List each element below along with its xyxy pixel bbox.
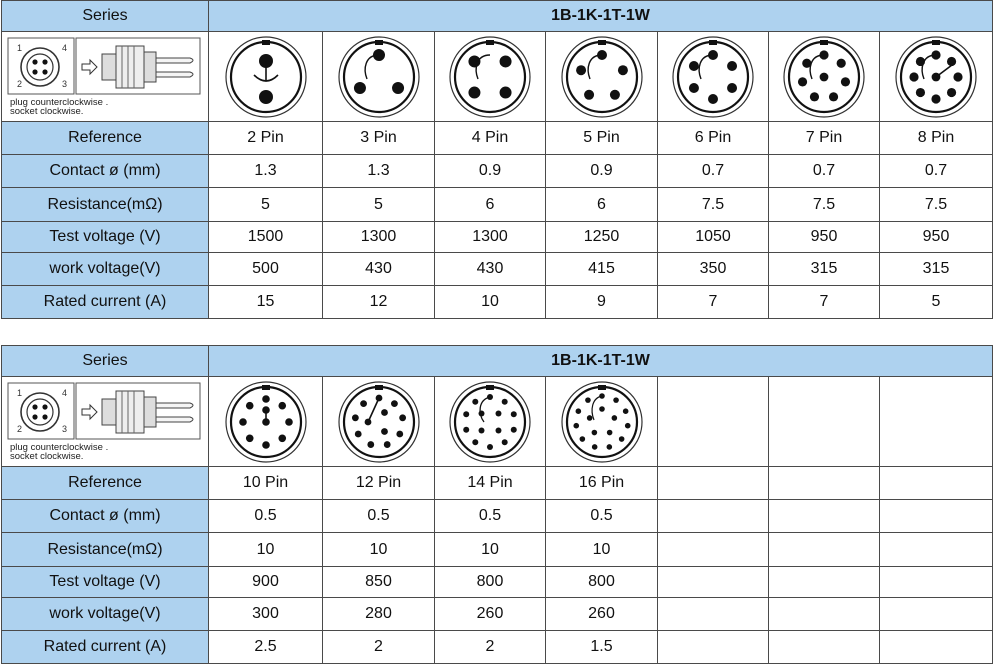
- pin-layout-7-icon: [782, 35, 866, 119]
- cell-test-voltage: 850: [323, 567, 435, 598]
- pin-layout-cell: [209, 32, 323, 122]
- row-label-contact: Contact ø (mm): [2, 155, 209, 188]
- spec-table: [1, 0, 993, 319]
- contact-pin: [364, 418, 371, 425]
- cell-rated-current: [769, 631, 880, 664]
- orientation-note-line: socket clockwise.: [10, 451, 84, 462]
- pin-layout-14-icon: [448, 380, 532, 464]
- pin-layout-cell: [880, 377, 993, 467]
- cell-work-voltage: 315: [880, 253, 993, 286]
- contact-pin: [613, 397, 619, 403]
- cell-test-voltage: 800: [435, 567, 546, 598]
- contact-pin: [837, 58, 846, 67]
- cell-test-voltage: 1050: [658, 222, 769, 253]
- cell-contact: 0.7: [658, 155, 769, 188]
- cell-test-voltage: 1300: [323, 222, 435, 253]
- orientation-legend: [2, 34, 205, 119]
- contact-pin: [353, 82, 365, 94]
- cell-reference: 12 Pin: [323, 467, 435, 500]
- contact-pin: [820, 72, 829, 81]
- contact-pin: [611, 415, 617, 421]
- contact-pin: [689, 83, 699, 93]
- cell-contact: 0.9: [435, 155, 546, 188]
- contact-pin: [622, 408, 628, 414]
- contact-pin: [953, 72, 962, 81]
- contact-pin: [579, 436, 585, 442]
- contact-pin: [245, 401, 253, 409]
- cell-reference: 14 Pin: [435, 467, 546, 500]
- cell-test-voltage: 950: [769, 222, 880, 253]
- pin-layout-cell: [546, 32, 658, 122]
- row-label-contact: Contact ø (mm): [2, 500, 209, 533]
- contact-pin: [841, 77, 850, 86]
- contact-pin: [383, 441, 390, 448]
- contact-pin: [576, 65, 586, 75]
- contact-pin: [591, 429, 597, 435]
- contact-pin: [502, 398, 508, 404]
- cell-work-voltage: [880, 598, 993, 631]
- legend-digit: 1: [17, 43, 23, 53]
- cell-rated-current: 5: [880, 286, 993, 319]
- cell-resistance: 10: [546, 533, 658, 567]
- contact-pin: [351, 414, 358, 421]
- cell-test-voltage: [658, 567, 769, 598]
- cell-rated-current: 9: [546, 286, 658, 319]
- cell-resistance: [880, 533, 993, 567]
- contact-pin: [262, 395, 270, 403]
- cell-work-voltage: 500: [209, 253, 323, 286]
- row-rated-current: [2, 631, 993, 664]
- pin-layout-row: [2, 377, 993, 467]
- contact-pin: [584, 89, 594, 99]
- contact-pin: [708, 94, 718, 104]
- contact-pin: [463, 426, 469, 432]
- pin-layout-12-icon: [337, 380, 421, 464]
- cell-test-voltage: 1500: [209, 222, 323, 253]
- pin-layout-4-icon: [448, 35, 532, 119]
- cell-resistance: 7.5: [880, 188, 993, 222]
- contact-pin: [259, 90, 273, 104]
- cell-reference: [769, 467, 880, 500]
- cell-rated-current: 1.5: [546, 631, 658, 664]
- contact-pin: [463, 411, 469, 417]
- orientation-note-line: plug counterclockwise .: [10, 97, 109, 108]
- legend-digit: 3: [62, 79, 68, 89]
- contact-pin: [487, 444, 493, 450]
- contact-pin: [502, 439, 508, 445]
- row-label-rated-current: Rated current (A): [2, 286, 209, 319]
- contact-pin: [278, 434, 286, 442]
- cell-work-voltage: 260: [546, 598, 658, 631]
- legend-digit: 3: [62, 424, 68, 434]
- contact-pin: [495, 410, 501, 416]
- cell-resistance: [658, 533, 769, 567]
- pin-layout-cell: [658, 32, 769, 122]
- cell-resistance: 10: [435, 533, 546, 567]
- pin-layout-6-icon: [671, 35, 755, 119]
- row-label-resistance: Resistance(mΩ): [2, 188, 209, 222]
- cell-work-voltage: [658, 598, 769, 631]
- pin-layout-row: [2, 32, 993, 122]
- cell-work-voltage: 280: [323, 598, 435, 631]
- cell-contact: [658, 500, 769, 533]
- cell-reference: 4 Pin: [435, 122, 546, 155]
- contact-pin: [495, 427, 501, 433]
- cell-resistance: 6: [546, 188, 658, 222]
- cell-reference: [880, 467, 993, 500]
- row-label-test-voltage: Test voltage (V): [2, 567, 209, 598]
- contact-pin: [689, 61, 699, 71]
- orientation-note: [10, 443, 108, 461]
- series-label: Series: [2, 346, 209, 377]
- contact-pin: [798, 77, 807, 86]
- legend-digit: 2: [17, 424, 23, 434]
- contact-pin: [511, 411, 517, 417]
- contact-pin: [354, 430, 361, 437]
- contact-pin: [472, 439, 478, 445]
- cell-contact: 0.7: [880, 155, 993, 188]
- contact-pin: [606, 429, 612, 435]
- series-header-row: [2, 1, 993, 32]
- row-resistance: [2, 188, 993, 222]
- cell-test-voltage: 1300: [435, 222, 546, 253]
- contact-pin: [916, 87, 925, 96]
- cell-rated-current: [658, 631, 769, 664]
- cell-rated-current: 7: [658, 286, 769, 319]
- contact-pin: [909, 72, 918, 81]
- pin-layout-cell: [435, 377, 546, 467]
- cell-rated-current: [880, 631, 993, 664]
- cell-contact: 1.3: [323, 155, 435, 188]
- cell-work-voltage: 430: [435, 253, 546, 286]
- row-label-work-voltage: work voltage(V): [2, 253, 209, 286]
- cell-reference: 8 Pin: [880, 122, 993, 155]
- legend-cell: [2, 377, 209, 467]
- cell-rated-current: 15: [209, 286, 323, 319]
- contact-pin: [810, 92, 819, 101]
- contact-pin: [585, 397, 591, 403]
- cell-work-voltage: 350: [658, 253, 769, 286]
- cell-resistance: 5: [209, 188, 323, 222]
- row-label-test-voltage: Test voltage (V): [2, 222, 209, 253]
- pin-layout-cell: [769, 32, 880, 122]
- cell-rated-current: 10: [435, 286, 546, 319]
- contact-pin: [479, 427, 485, 433]
- contact-pin: [472, 398, 478, 404]
- cell-contact: [880, 500, 993, 533]
- contact-pin: [285, 418, 293, 426]
- series-name: 1B-1K-1T-1W: [209, 1, 993, 32]
- cell-rated-current: 2: [435, 631, 546, 664]
- contact-pin: [262, 441, 270, 449]
- cell-resistance: 5: [323, 188, 435, 222]
- cell-resistance: 7.5: [658, 188, 769, 222]
- series-header-row: [2, 346, 993, 377]
- cell-resistance: 6: [435, 188, 546, 222]
- contact-pin: [618, 436, 624, 442]
- legend-digit: 4: [62, 43, 68, 53]
- contact-pin: [511, 426, 517, 432]
- row-label-resistance: Resistance(mΩ): [2, 533, 209, 567]
- pin-layout-cell: [546, 377, 658, 467]
- contact-pin: [392, 82, 404, 94]
- contact-pin: [360, 400, 367, 407]
- cell-reference: 7 Pin: [769, 122, 880, 155]
- cell-test-voltage: [880, 567, 993, 598]
- contact-pin: [396, 430, 403, 437]
- row-contact: [2, 500, 993, 533]
- cell-contact: 0.5: [435, 500, 546, 533]
- cell-test-voltage: 800: [546, 567, 658, 598]
- pin-layout-3-icon: [337, 35, 421, 119]
- row-work-voltage: [2, 253, 993, 286]
- contact-pin: [381, 409, 388, 416]
- legend-digit: 2: [17, 79, 23, 89]
- contact-pin: [617, 65, 627, 75]
- cell-contact: 0.5: [209, 500, 323, 533]
- pin-layout-cell: [323, 32, 435, 122]
- cell-work-voltage: 415: [546, 253, 658, 286]
- cell-reference: 16 Pin: [546, 467, 658, 500]
- row-reference: [2, 122, 993, 155]
- pin-layout-16-icon: [560, 380, 644, 464]
- row-label-reference: Reference: [2, 122, 209, 155]
- row-rated-current: [2, 286, 993, 319]
- connector-illustration-icon: [6, 381, 202, 443]
- cell-work-voltage: 260: [435, 598, 546, 631]
- series-label: Series: [2, 1, 209, 32]
- contact-pin: [609, 89, 619, 99]
- cell-test-voltage: [769, 567, 880, 598]
- cell-rated-current: 12: [323, 286, 435, 319]
- row-work-voltage: [2, 598, 993, 631]
- contact-pin: [606, 444, 612, 450]
- cell-rated-current: 2.5: [209, 631, 323, 664]
- cell-resistance: 10: [209, 533, 323, 567]
- orientation-note-line: socket clockwise.: [10, 106, 84, 117]
- contact-pin: [931, 94, 940, 103]
- row-reference: [2, 467, 993, 500]
- contact-pin: [727, 61, 737, 71]
- row-label-rated-current: Rated current (A): [2, 631, 209, 664]
- contact-pin: [468, 86, 480, 98]
- contact-pin: [829, 92, 838, 101]
- orientation-note-line: plug counterclockwise .: [10, 442, 109, 453]
- pin-layout-cell: [435, 32, 546, 122]
- cell-test-voltage: 950: [880, 222, 993, 253]
- cell-contact: 0.5: [323, 500, 435, 533]
- cell-resistance: 10: [323, 533, 435, 567]
- contact-pin: [573, 422, 579, 428]
- contact-pin: [391, 400, 398, 407]
- pin-layout-cell: [323, 377, 435, 467]
- row-label-work-voltage: work voltage(V): [2, 598, 209, 631]
- pin-layout-cell: [209, 377, 323, 467]
- row-test-voltage: [2, 567, 993, 598]
- spec-table: [1, 345, 993, 664]
- cell-contact: [769, 500, 880, 533]
- cell-contact: 0.5: [546, 500, 658, 533]
- contact-pin: [727, 83, 737, 93]
- cell-contact: 0.7: [769, 155, 880, 188]
- contact-pin: [599, 406, 605, 412]
- contact-pin: [500, 55, 512, 67]
- cell-reference: [658, 467, 769, 500]
- cell-reference: 5 Pin: [546, 122, 658, 155]
- cell-rated-current: 2: [323, 631, 435, 664]
- cell-test-voltage: 900: [209, 567, 323, 598]
- pin-layout-5-icon: [560, 35, 644, 119]
- orientation-note: [10, 98, 108, 116]
- contact-pin: [399, 414, 406, 421]
- contact-pin: [624, 422, 630, 428]
- connector-illustration-icon: [6, 36, 202, 98]
- contact-pin: [575, 408, 581, 414]
- cell-test-voltage: 1250: [546, 222, 658, 253]
- row-contact: [2, 155, 993, 188]
- pin-layout-10-icon: [224, 380, 308, 464]
- cell-resistance: [769, 533, 880, 567]
- orientation-legend: [2, 379, 205, 464]
- cell-reference: 10 Pin: [209, 467, 323, 500]
- contact-pin: [245, 434, 253, 442]
- legend-digit: 1: [17, 388, 23, 398]
- cell-contact: 1.3: [209, 155, 323, 188]
- contact-pin: [947, 87, 956, 96]
- legend-cell: [2, 32, 209, 122]
- cell-contact: 0.9: [546, 155, 658, 188]
- cell-rated-current: 7: [769, 286, 880, 319]
- cell-reference: 2 Pin: [209, 122, 323, 155]
- cell-work-voltage: 300: [209, 598, 323, 631]
- contact-pin: [278, 401, 286, 409]
- pin-layout-cell: [658, 377, 769, 467]
- contact-pin: [586, 415, 592, 421]
- contact-pin: [239, 418, 247, 426]
- cell-work-voltage: 430: [323, 253, 435, 286]
- contact-pin: [381, 428, 388, 435]
- cell-reference: 6 Pin: [658, 122, 769, 155]
- row-test-voltage: [2, 222, 993, 253]
- pin-layout-cell: [769, 377, 880, 467]
- contact-pin: [500, 86, 512, 98]
- series-name: 1B-1K-1T-1W: [209, 346, 993, 377]
- cell-work-voltage: [769, 598, 880, 631]
- pin-layout-cell: [880, 32, 993, 122]
- cell-reference: 3 Pin: [323, 122, 435, 155]
- legend-digit: 4: [62, 388, 68, 398]
- row-resistance: [2, 533, 993, 567]
- row-label-reference: Reference: [2, 467, 209, 500]
- contact-pin: [591, 444, 597, 450]
- pin-layout-8-icon: [894, 35, 978, 119]
- cell-resistance: 7.5: [769, 188, 880, 222]
- pin-layout-2-icon: [224, 35, 308, 119]
- cell-work-voltage: 315: [769, 253, 880, 286]
- contact-pin: [367, 441, 374, 448]
